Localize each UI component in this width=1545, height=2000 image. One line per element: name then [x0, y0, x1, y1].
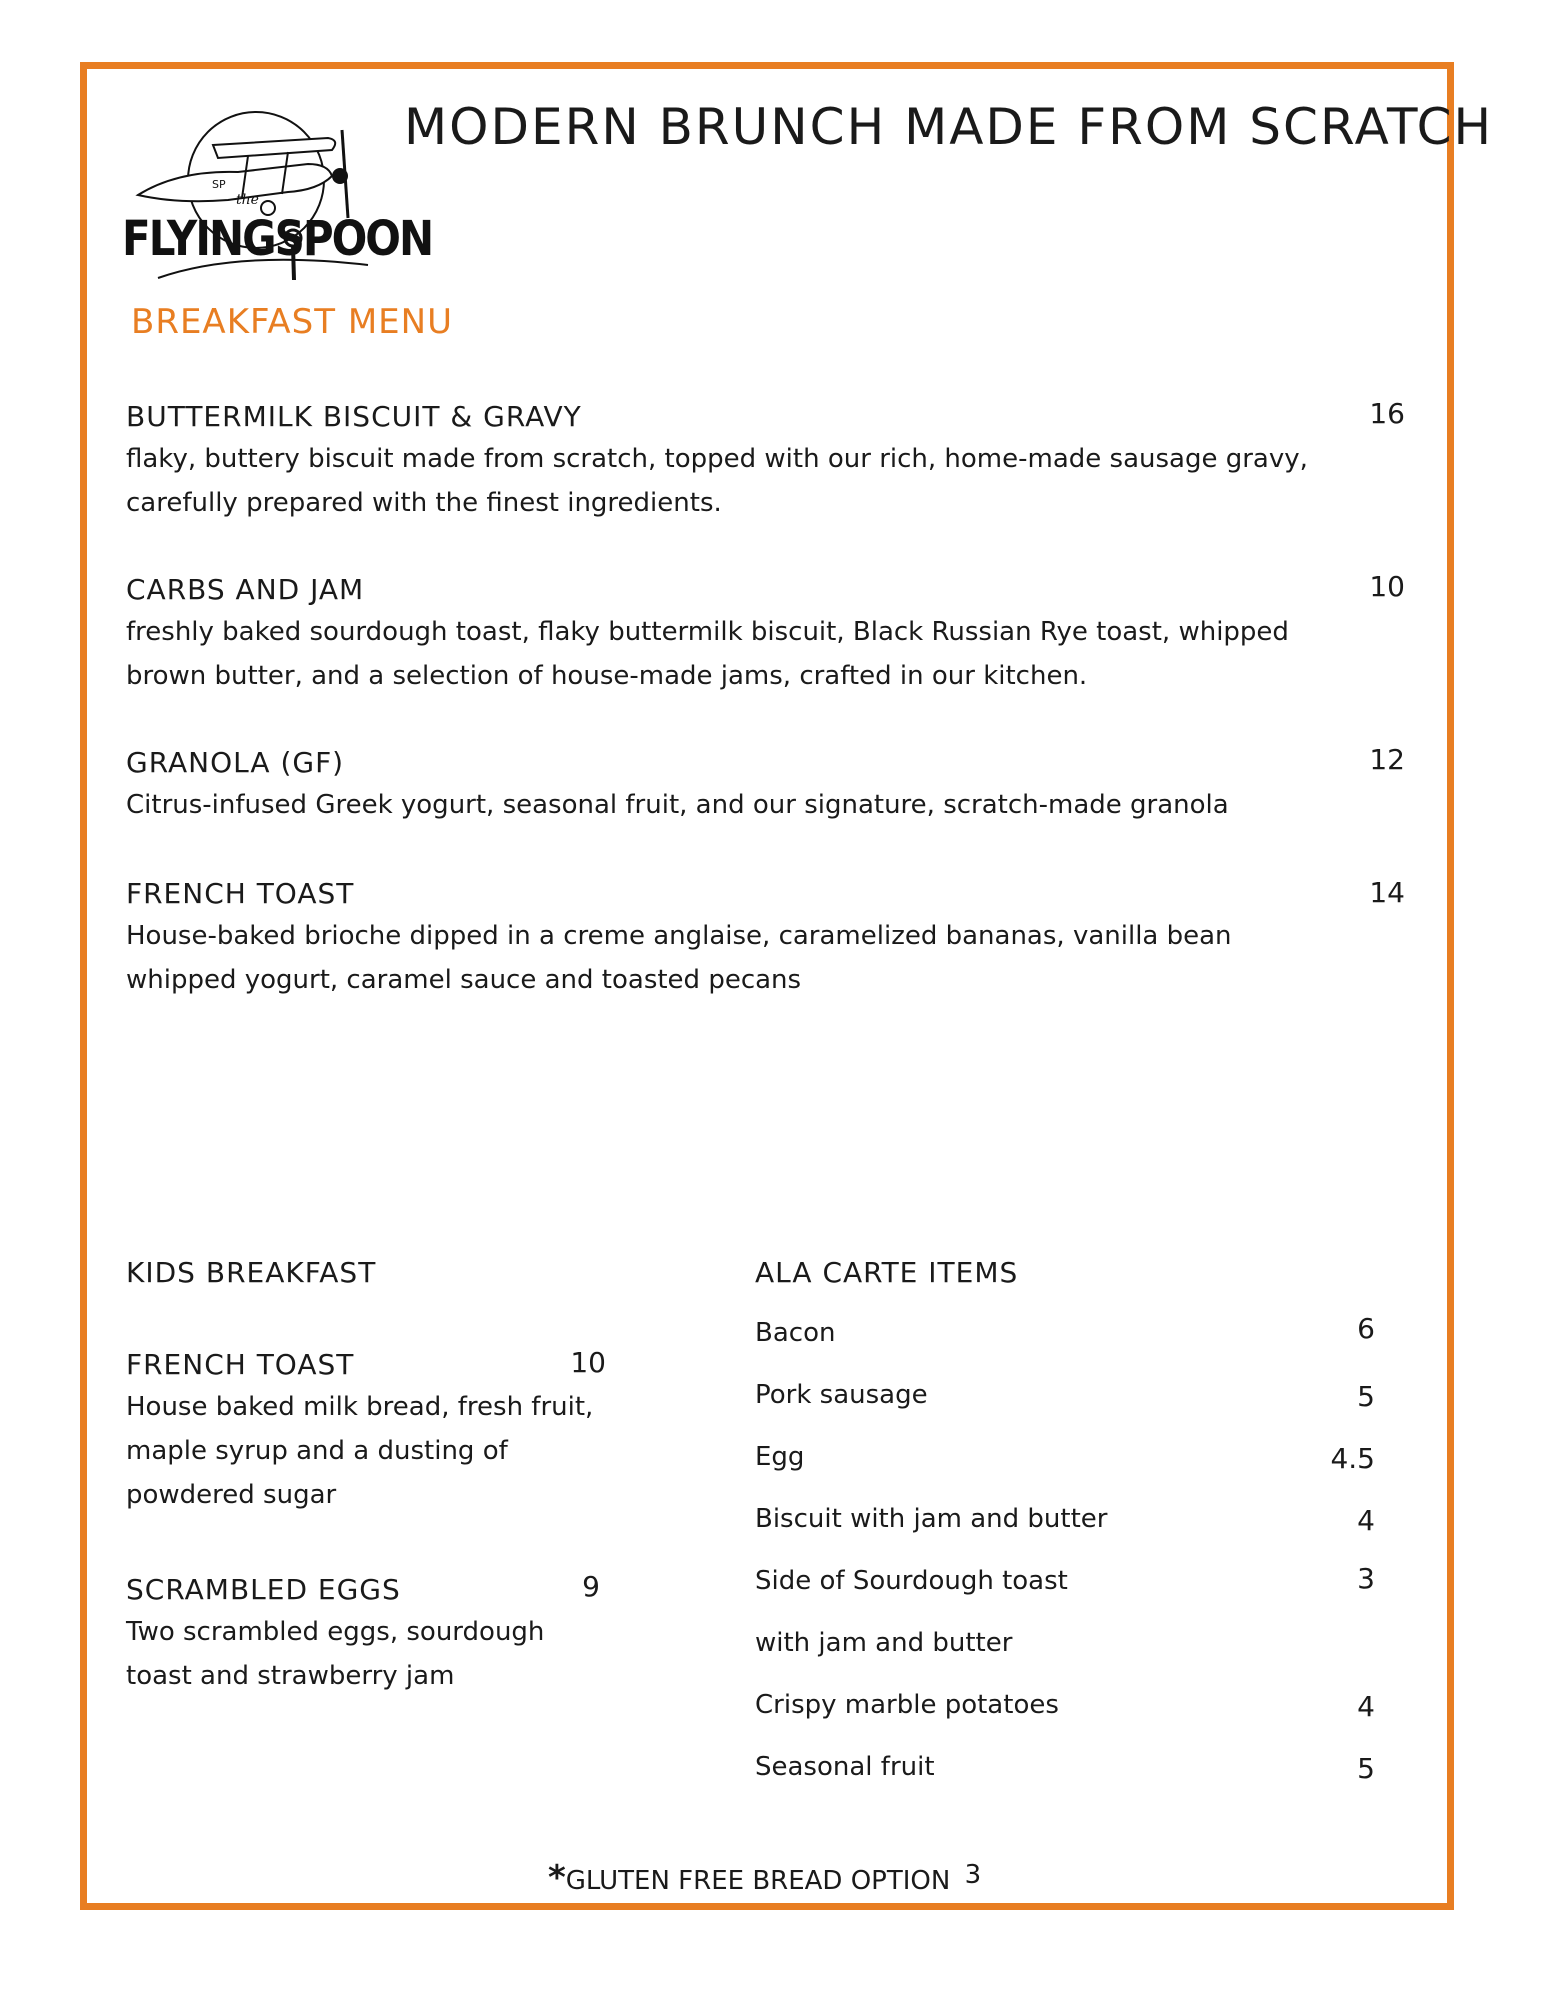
page-headline: MODERN BRUNCH MADE FROM SCRATCH — [404, 98, 1494, 156]
item-description: flaky, buttery biscuit made from scratch, topped with our rich, home-made sausage gravy, carefully prepared with the finest ingredients. — [126, 444, 1308, 518]
item-price: 16 — [1369, 397, 1405, 430]
list-item — [755, 1690, 1375, 1752]
item-price: 9 — [582, 1570, 600, 1603]
item-description: Two scrambled eggs, sourdough toast and strawberry jam — [126, 1617, 545, 1691]
alacarte-name: Pork sausage — [755, 1380, 928, 1410]
list-item — [755, 1312, 1375, 1380]
kids-breakfast-title: KIDS BREAKFAST — [126, 1256, 377, 1289]
alacarte-name: Seasonal fruit — [755, 1752, 935, 1782]
alacarte-price: 4 — [1357, 1504, 1375, 1537]
svg-text:SP: SP — [212, 178, 226, 191]
alacarte-price: 6 — [1357, 1312, 1375, 1345]
item-price: 10 — [1369, 570, 1405, 603]
logo-the-text: the — [236, 192, 259, 208]
section-title-breakfast: BREAKFAST MENU — [131, 302, 453, 342]
item-name: FRENCH TOAST — [126, 877, 355, 910]
list-item — [755, 1562, 1375, 1628]
alacarte-price: 4 — [1357, 1690, 1375, 1723]
list-item — [755, 1442, 1375, 1504]
alacarte-title: ALA CARTE ITEMS — [755, 1256, 1019, 1289]
alacarte-name: Bacon — [755, 1318, 836, 1348]
alacarte-price: 5 — [1357, 1752, 1375, 1785]
breakfast-item-2 — [126, 573, 1366, 698]
gluten-free-note — [548, 1858, 981, 1898]
item-price: 10 — [570, 1346, 606, 1379]
list-item — [755, 1380, 1375, 1442]
item-name: SCRAMBLED EGGS — [126, 1573, 401, 1606]
item-name: BUTTERMILK BISCUIT & GRAVY — [126, 400, 582, 433]
alacarte-price: 5 — [1357, 1380, 1375, 1413]
alacarte-name: with jam and butter — [755, 1628, 1013, 1658]
item-price: 12 — [1369, 743, 1405, 776]
alacarte-name: Egg — [755, 1442, 805, 1472]
alacarte-name: Biscuit with jam and butter — [755, 1504, 1108, 1534]
breakfast-item-1 — [126, 400, 1366, 525]
asterisk: * — [548, 1858, 566, 1898]
item-price: 14 — [1369, 876, 1405, 909]
item-name: GRANOLA (GF) — [126, 746, 345, 779]
item-name: CARBS AND JAM — [126, 573, 365, 606]
breakfast-item-4 — [126, 877, 1366, 1002]
breakfast-item-3 — [126, 746, 1366, 827]
alacarte-name: Side of Sourdough toast — [755, 1566, 1068, 1596]
logo-wordmark: FLYINGSPOON — [122, 210, 433, 267]
flying-spoon-logo — [118, 100, 433, 285]
item-description: House-baked brioche dipped in a creme anglaise, caramelized bananas, vanilla bean whipped yogurt, caramel sauce and toasted pecans — [126, 921, 1232, 995]
alacarte-price: 3 — [1357, 1562, 1375, 1595]
list-item — [755, 1752, 1375, 1814]
list-item — [755, 1504, 1375, 1566]
gluten-free-text: GLUTEN FREE BREAD OPTION — [565, 1866, 951, 1896]
alacarte-name: Crispy marble potatoes — [755, 1690, 1059, 1720]
item-description: House baked milk bread, fresh fruit, maple syrup and a dusting of powdered sugar — [126, 1392, 594, 1510]
item-name: FRENCH TOAST — [126, 1348, 355, 1381]
alacarte-price: 4.5 — [1330, 1442, 1375, 1475]
gluten-free-price: 3 — [964, 1860, 982, 1890]
list-item — [755, 1628, 1375, 1690]
item-description: Citrus-infused Greek yogurt, seasonal fruit, and our signature, scratch-made granola — [126, 790, 1229, 820]
item-description: freshly baked sourdough toast, flaky buttermilk biscuit, Black Russian Rye toast, whipped brown butter, and a selection of house-made jams, crafted in our kitchen. — [126, 617, 1289, 691]
alacarte-list — [755, 1312, 1375, 1814]
